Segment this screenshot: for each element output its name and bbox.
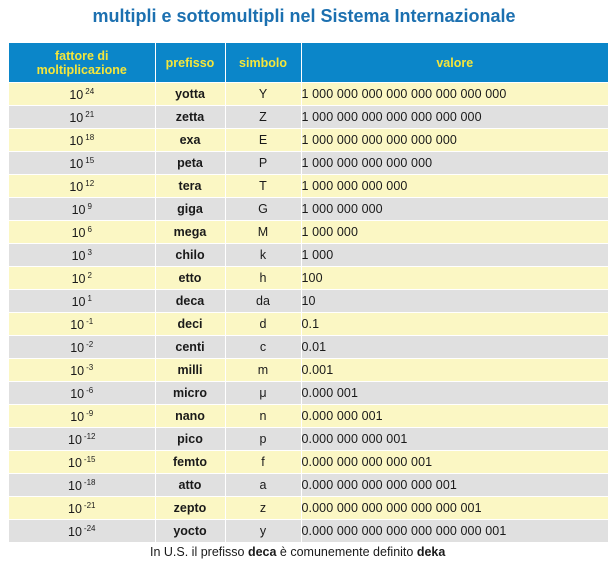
table-row <box>9 152 608 175</box>
footnote-alt-term: deka <box>416 545 446 559</box>
table-row <box>9 175 608 198</box>
factor-base: 10 <box>69 156 84 171</box>
cell-simbolo: c <box>225 336 301 359</box>
cell-simbolo: z <box>225 497 301 520</box>
factor-base: 10 <box>70 317 85 332</box>
table-row <box>9 244 608 267</box>
factor-exponent: -18 <box>83 477 96 487</box>
factor-exponent: -3 <box>86 362 94 372</box>
table-row <box>9 129 608 152</box>
factor-exponent: -1 <box>86 316 94 326</box>
cell-fattore <box>9 290 155 313</box>
footnote-term: deca <box>247 545 277 559</box>
cell-simbolo: da <box>225 290 301 313</box>
cell-valore: 10 <box>301 290 608 313</box>
cell-fattore <box>9 106 155 129</box>
cell-prefisso: peta <box>155 152 225 175</box>
table-row <box>9 83 608 106</box>
factor-base: 10 <box>68 455 82 470</box>
factor-base: 10 <box>68 501 82 516</box>
cell-prefisso: deca <box>155 290 225 313</box>
cell-simbolo: Z <box>225 106 301 129</box>
cell-simbolo: f <box>225 451 301 474</box>
cell-fattore <box>9 382 155 405</box>
table-row <box>9 336 608 359</box>
cell-prefisso: pico <box>155 428 225 451</box>
cell-simbolo: n <box>225 405 301 428</box>
cell-valore: 0.000 000 000 000 001 <box>301 451 608 474</box>
si-prefixes-table <box>9 43 608 542</box>
cell-prefisso: centi <box>155 336 225 359</box>
table-row <box>9 221 608 244</box>
factor-base: 10 <box>68 524 82 539</box>
factor-base: 10 <box>71 202 86 217</box>
cell-prefisso: deci <box>155 313 225 336</box>
cell-valore: 0.000 001 <box>301 382 608 405</box>
table-header-row <box>9 43 608 83</box>
factor-exponent: -12 <box>83 431 96 441</box>
cell-fattore <box>9 221 155 244</box>
cell-prefisso: nano <box>155 405 225 428</box>
cell-valore: 100 <box>301 267 608 290</box>
factor-exponent: 12 <box>85 178 95 188</box>
cell-simbolo: m <box>225 359 301 382</box>
cell-prefisso: yotta <box>155 83 225 106</box>
factor-exponent: -2 <box>86 339 94 349</box>
column-header-simbolo: simbolo <box>225 43 301 83</box>
cell-valore: 1 000 000 000 000 000 000 <box>301 129 608 152</box>
table-row <box>9 451 608 474</box>
factor-exponent: 24 <box>85 86 95 96</box>
cell-fattore <box>9 497 155 520</box>
cell-simbolo: d <box>225 313 301 336</box>
table-row <box>9 198 608 221</box>
cell-prefisso: zetta <box>155 106 225 129</box>
column-header-fattore: fattore di moltiplicazione <box>9 43 155 83</box>
cell-simbolo: a <box>225 474 301 497</box>
table-body <box>9 83 608 543</box>
factor-exponent: -6 <box>86 385 94 395</box>
factor-exponent: 3 <box>87 247 92 257</box>
cell-valore: 1 000 000 000 000 000 000 000 000 <box>301 83 608 106</box>
cell-simbolo: E <box>225 129 301 152</box>
cell-simbolo: h <box>225 267 301 290</box>
cell-fattore <box>9 175 155 198</box>
cell-valore: 0.000 000 000 000 000 001 <box>301 474 608 497</box>
factor-base: 10 <box>70 363 85 378</box>
table-row <box>9 382 608 405</box>
factor-base: 10 <box>69 179 84 194</box>
cell-prefisso: atto <box>155 474 225 497</box>
footnote-text-middle: è comunemente definito <box>276 545 417 559</box>
factor-base: 10 <box>69 110 84 125</box>
cell-valore: 0.01 <box>301 336 608 359</box>
table-row <box>9 520 608 543</box>
cell-simbolo: p <box>225 428 301 451</box>
factor-exponent: -21 <box>83 500 96 510</box>
table-row <box>9 290 608 313</box>
table-row <box>9 267 608 290</box>
factor-exponent: 15 <box>85 155 95 165</box>
cell-prefisso: zepto <box>155 497 225 520</box>
cell-simbolo: G <box>225 198 301 221</box>
cell-prefisso: tera <box>155 175 225 198</box>
cell-simbolo: k <box>225 244 301 267</box>
cell-prefisso: milli <box>155 359 225 382</box>
cell-prefisso: giga <box>155 198 225 221</box>
cell-fattore <box>9 313 155 336</box>
cell-simbolo: M <box>225 221 301 244</box>
factor-base: 10 <box>69 87 84 102</box>
cell-simbolo: μ <box>225 382 301 405</box>
footnote <box>150 543 445 561</box>
cell-prefisso: exa <box>155 129 225 152</box>
cell-prefisso: micro <box>155 382 225 405</box>
table-row <box>9 313 608 336</box>
factor-base: 10 <box>68 478 82 493</box>
footnote-text-before: In U.S. il prefisso <box>150 545 248 559</box>
page-title: multipli e sottomultipli nel Sistema Internazionale <box>92 6 516 26</box>
factor-base: 10 <box>71 225 86 240</box>
factor-exponent: 6 <box>87 224 92 234</box>
factor-base: 10 <box>71 294 86 309</box>
table-row <box>9 359 608 382</box>
factor-base: 10 <box>70 340 85 355</box>
factor-base: 10 <box>71 248 86 263</box>
cell-prefisso: mega <box>155 221 225 244</box>
table-row <box>9 497 608 520</box>
cell-valore: 1 000 000 000 000 000 <box>301 152 608 175</box>
cell-valore: 0.001 <box>301 359 608 382</box>
table-row <box>9 106 608 129</box>
cell-valore: 0.000 000 000 000 000 000 001 <box>301 497 608 520</box>
cell-prefisso: yocto <box>155 520 225 543</box>
cell-valore: 0.000 000 001 <box>301 405 608 428</box>
factor-exponent: -15 <box>83 454 96 464</box>
cell-valore: 0.000 000 000 001 <box>301 428 608 451</box>
cell-fattore <box>9 267 155 290</box>
table-row <box>9 428 608 451</box>
cell-fattore <box>9 83 155 106</box>
cell-fattore <box>9 428 155 451</box>
cell-valore: 1 000 000 <box>301 221 608 244</box>
table-row <box>9 405 608 428</box>
cell-simbolo: y <box>225 520 301 543</box>
cell-valore: 1 000 000 000 000 <box>301 175 608 198</box>
cell-fattore <box>9 336 155 359</box>
factor-exponent: 21 <box>85 109 95 119</box>
factor-exponent: -24 <box>83 523 96 533</box>
cell-fattore <box>9 451 155 474</box>
cell-fattore <box>9 244 155 267</box>
cell-fattore <box>9 474 155 497</box>
table-row <box>9 474 608 497</box>
factor-base: 10 <box>70 386 85 401</box>
column-header-valore: valore <box>301 43 608 83</box>
factor-base: 10 <box>70 409 85 424</box>
cell-prefisso: chilo <box>155 244 225 267</box>
cell-fattore <box>9 359 155 382</box>
cell-fattore <box>9 520 155 543</box>
cell-simbolo: P <box>225 152 301 175</box>
factor-exponent: 9 <box>87 201 92 211</box>
cell-valore: 0.000 000 000 000 000 000 000 001 <box>301 520 608 543</box>
cell-valore: 1 000 <box>301 244 608 267</box>
cell-valore: 1 000 000 000 <box>301 198 608 221</box>
cell-fattore <box>9 405 155 428</box>
cell-prefisso: etto <box>155 267 225 290</box>
cell-simbolo: T <box>225 175 301 198</box>
factor-base: 10 <box>68 432 82 447</box>
cell-simbolo: Y <box>225 83 301 106</box>
factor-exponent: -9 <box>86 408 94 418</box>
cell-fattore <box>9 198 155 221</box>
factor-exponent: 2 <box>87 270 92 280</box>
factor-base: 10 <box>69 133 84 148</box>
cell-prefisso: femto <box>155 451 225 474</box>
factor-base: 10 <box>71 271 86 286</box>
cell-fattore <box>9 129 155 152</box>
cell-fattore <box>9 152 155 175</box>
cell-valore: 1 000 000 000 000 000 000 000 <box>301 106 608 129</box>
factor-exponent: 18 <box>85 132 95 142</box>
factor-exponent: 1 <box>87 293 92 303</box>
cell-valore: 0.1 <box>301 313 608 336</box>
column-header-prefisso: prefisso <box>155 43 225 83</box>
